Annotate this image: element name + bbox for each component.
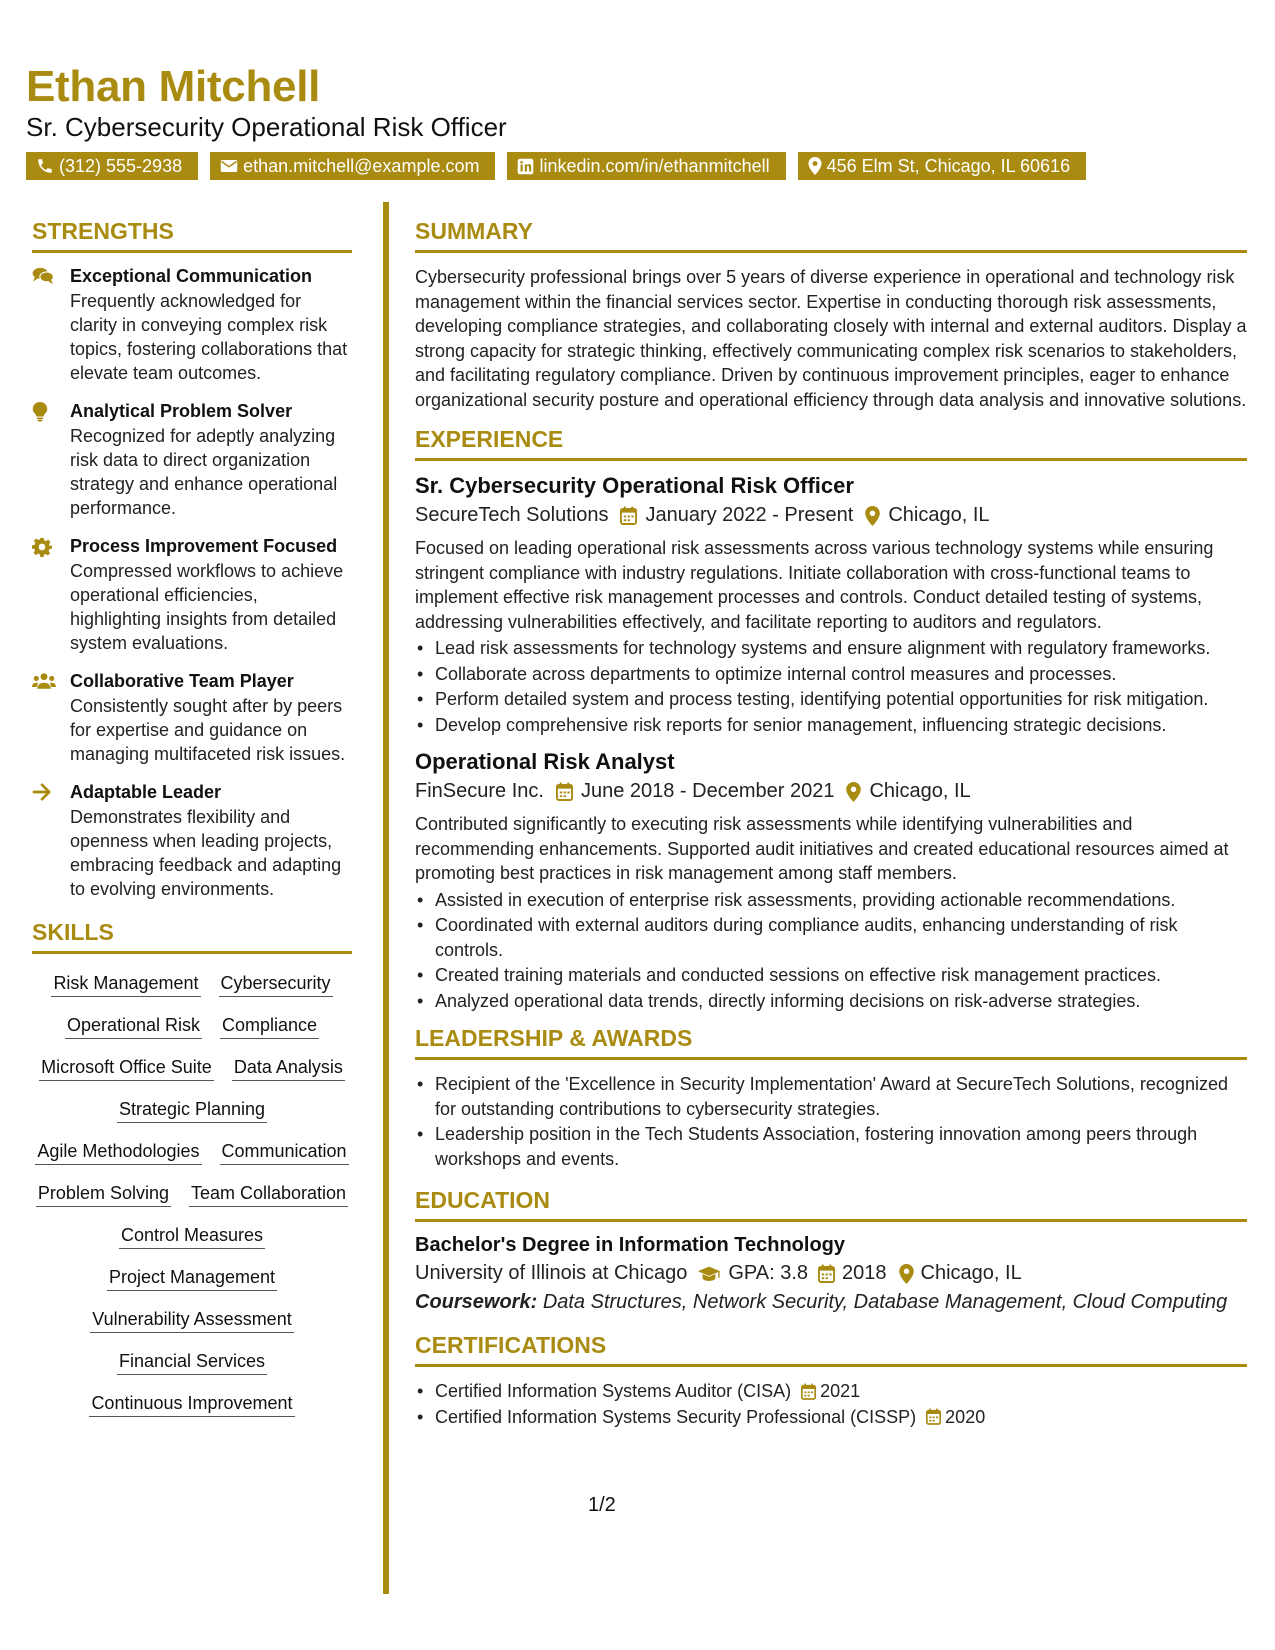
gpa-text: GPA: 3.8 (728, 1262, 809, 1284)
skill-tag: Control Measures (119, 1222, 265, 1249)
certification-name: • Certified Information Systems Security Professional (CISSP) (435, 1406, 917, 1427)
skill-tag: Operational Risk (65, 1012, 202, 1039)
strength-desc: Consistently sought after by peers for expertise and guidance on managing multifaceted risk issues. (70, 696, 346, 764)
email-chip[interactable] (210, 152, 495, 180)
strength-title: Collaborative Team Player (70, 671, 294, 691)
bullet-item: • Created training materials and conducted sessions on effective risk management practices. (415, 963, 1247, 988)
calendar-icon (926, 1408, 941, 1425)
skill-tag: Strategic Planning (117, 1096, 267, 1123)
skills-list (32, 966, 352, 1417)
calendar-icon (801, 1383, 816, 1400)
certification-name: • Certified Information Systems Auditor (CISA) (435, 1381, 792, 1401)
skill-tag: Problem Solving (36, 1180, 171, 1207)
graduation-year: 2018 (842, 1262, 887, 1284)
skill-tag: Team Collaboration (189, 1180, 348, 1207)
envelope-icon (220, 158, 238, 174)
skill-tag: Microsoft Office Suite (39, 1054, 214, 1081)
job-entry (415, 473, 1247, 737)
map-marker-icon (899, 1264, 914, 1284)
map-marker-icon (846, 782, 861, 802)
job-location: Chicago, IL (888, 504, 990, 526)
page-number: 1/2 (588, 1494, 616, 1516)
bullet-item: • Assisted in execution of enterprise risk assessments, providing actionable recommendations. (415, 888, 1247, 913)
skills-heading: SKILLS (32, 919, 352, 954)
school-name: University of Illinois at Chicago (415, 1262, 688, 1284)
strength-item (32, 781, 352, 901)
candidate-title: Sr. Cybersecurity Operational Risk Officer (26, 112, 507, 142)
coursework (415, 1291, 1247, 1314)
leadership-bullets (415, 1072, 1247, 1171)
company-name: FinSecure Inc. (415, 780, 544, 802)
bullet-item: • Develop comprehensive risk reports for senior management, influencing strategic decisions. (415, 713, 1247, 738)
certifications-list (415, 1379, 1247, 1429)
bullet-item: • Analyzed operational data trends, directly informing decisions on risk-adverse strategies. (415, 989, 1247, 1014)
bullet-item: • Recipient of the 'Excellence in Security Implementation' Award at SecureTech Solutions, recognized for outstanding contributions to cybersecurity strategies. (415, 1072, 1247, 1121)
job-location: Chicago, IL (869, 780, 971, 802)
arrow-right-icon (32, 783, 52, 801)
bullet-item: • Perform detailed system and process testing, identifying potential opportunities for risk mitigation. (415, 687, 1247, 712)
address-text: 456 Elm St, Chicago, IL 60616 (826, 155, 1071, 176)
contact-bar (26, 152, 1086, 180)
calendar-icon (818, 1264, 835, 1283)
skill-tag: Financial Services (117, 1348, 267, 1375)
strength-item (32, 670, 352, 766)
job-meta (415, 504, 1247, 527)
certification-item (415, 1405, 1247, 1430)
calendar-icon (620, 506, 637, 525)
job-dates: January 2022 - Present (645, 504, 854, 526)
strength-title: Adaptable Leader (70, 782, 222, 802)
company-name: SecureTech Solutions (415, 504, 609, 526)
bullet-item: • Lead risk assessments for technology systems and ensure alignment with regulatory frameworks. (415, 636, 1247, 661)
column-divider (383, 202, 389, 1594)
strengths-heading: STRENGTHS (32, 218, 352, 253)
degree-title: Bachelor's Degree in Information Technology (415, 1234, 846, 1256)
summary-heading: SUMMARY (415, 218, 1247, 253)
job-title: Operational Risk Analyst (415, 749, 675, 774)
job-description: Contributed significantly to executing risk assessments while identifying vulnerabilities and recommending enhancements. Supported audit initiatives and created educational resources aimed at promoting best practices in risk management among staff members. (415, 814, 1229, 883)
coursework-text: Data Structures, Network Security, Database Management, Cloud Computing (542, 1291, 1228, 1313)
summary-text: Cybersecurity professional brings over 5 years of diverse experience in operational and technology risk management within the financial services sector. Expertise in conducting thorough risk assessments, developing compliance strategies, and collaborating closely with internal and external auditors. Display a strong capacity for strategic thinking, effectively communicating complex risk scenarios to stakeholders, and facilitating regulatory compliance. Driven by continuous improvement principles, eager to enhance organizational security posture and operational efficiency through data analysis and innovative solutions. (415, 267, 1247, 410)
users-icon (32, 672, 56, 690)
strength-desc: Recognized for adeptly analyzing risk data to direct organization strategy and enhance operational performance. (70, 426, 338, 518)
map-marker-icon (808, 157, 822, 175)
gear-icon (32, 537, 52, 557)
strength-title: Exceptional Communication (70, 266, 313, 286)
skill-tag: Compliance (220, 1012, 319, 1039)
map-marker-icon (865, 506, 880, 526)
job-description: Focused on leading operational risk assessments across various technology systems while ensuring stringent compliance with industry regulations. Initiate collaboration with cross-functional teams to implement effective risk management processes and controls. Conduct detailed testing of systems, addressing vulnerabilities effectively, and facilitate reporting to auditors and regulators. (415, 538, 1214, 632)
strength-item (32, 535, 352, 655)
coursework-label: Coursework: (415, 1291, 538, 1313)
job-bullets (415, 888, 1247, 1014)
strength-title: Analytical Problem Solver (70, 401, 293, 421)
comments-icon (32, 267, 54, 285)
job-title: Sr. Cybersecurity Operational Risk Officer (415, 473, 854, 498)
certification-item (415, 1379, 1247, 1404)
bullet-item: • Coordinated with external auditors during compliance audits, enhancing understanding of risk controls. (415, 913, 1247, 962)
skill-tag: Vulnerability Assessment (90, 1306, 293, 1333)
leadership-heading: LEADERSHIP & AWARDS (415, 1025, 1247, 1060)
job-bullets (415, 636, 1247, 737)
strength-title: Process Improvement Focused (70, 536, 338, 556)
linkedin-chip[interactable] (507, 152, 785, 180)
bullet-item: • Leadership position in the Tech Students Association, fostering innovation among peers through workshops and events. (415, 1122, 1247, 1171)
skill-tag: Cybersecurity (219, 970, 333, 997)
education-location: Chicago, IL (920, 1262, 1022, 1284)
strength-item (32, 265, 352, 385)
job-meta (415, 780, 1247, 803)
experience-heading: EXPERIENCE (415, 426, 1247, 461)
certification-year: 2021 (820, 1381, 861, 1401)
strength-desc: Frequently acknowledged for clarity in conveying complex risk topics, fostering collaborations that elevate team outcomes. (70, 291, 348, 383)
phone-icon (36, 157, 54, 175)
job-entry (415, 749, 1247, 1013)
graduation-cap-icon (697, 1265, 721, 1283)
education-meta (415, 1262, 1247, 1285)
skill-tag: Agile Methodologies (35, 1138, 201, 1165)
skill-tag: Communication (220, 1138, 349, 1165)
linkedin-icon (517, 158, 534, 175)
address-chip (798, 152, 1086, 180)
bullet-item: • Collaborate across departments to optimize internal control measures and processes. (415, 662, 1247, 687)
linkedin-text: linkedin.com/in/ethanmitchell (539, 155, 770, 176)
calendar-icon (556, 782, 573, 801)
phone-chip[interactable] (26, 152, 198, 180)
right-column (415, 218, 1247, 1430)
email-text: ethan.mitchell@example.com (243, 155, 480, 176)
education-heading: EDUCATION (415, 1187, 1247, 1222)
certification-year: 2020 (945, 1406, 986, 1427)
strength-item (32, 400, 352, 520)
candidate-name: Ethan Mitchell (26, 62, 321, 111)
left-column (32, 218, 352, 1417)
skill-tag: Data Analysis (232, 1054, 345, 1081)
job-dates: June 2018 - December 2021 (580, 780, 835, 802)
certifications-heading: CERTIFICATIONS (415, 1332, 1247, 1367)
skill-tag: Risk Management (51, 970, 200, 997)
strength-desc: Compressed workflows to achieve operational efficiencies, highlighting insights from detailed system evaluations. (70, 561, 344, 653)
strength-desc: Demonstrates flexibility and openness when leading projects, embracing feedback and adapting to evolving environments. (70, 807, 342, 899)
phone-text: (312) 555-2938 (59, 155, 183, 176)
skill-tag: Continuous Improvement (89, 1390, 294, 1417)
skill-tag: Project Management (107, 1264, 277, 1291)
lightbulb-icon (32, 402, 48, 422)
